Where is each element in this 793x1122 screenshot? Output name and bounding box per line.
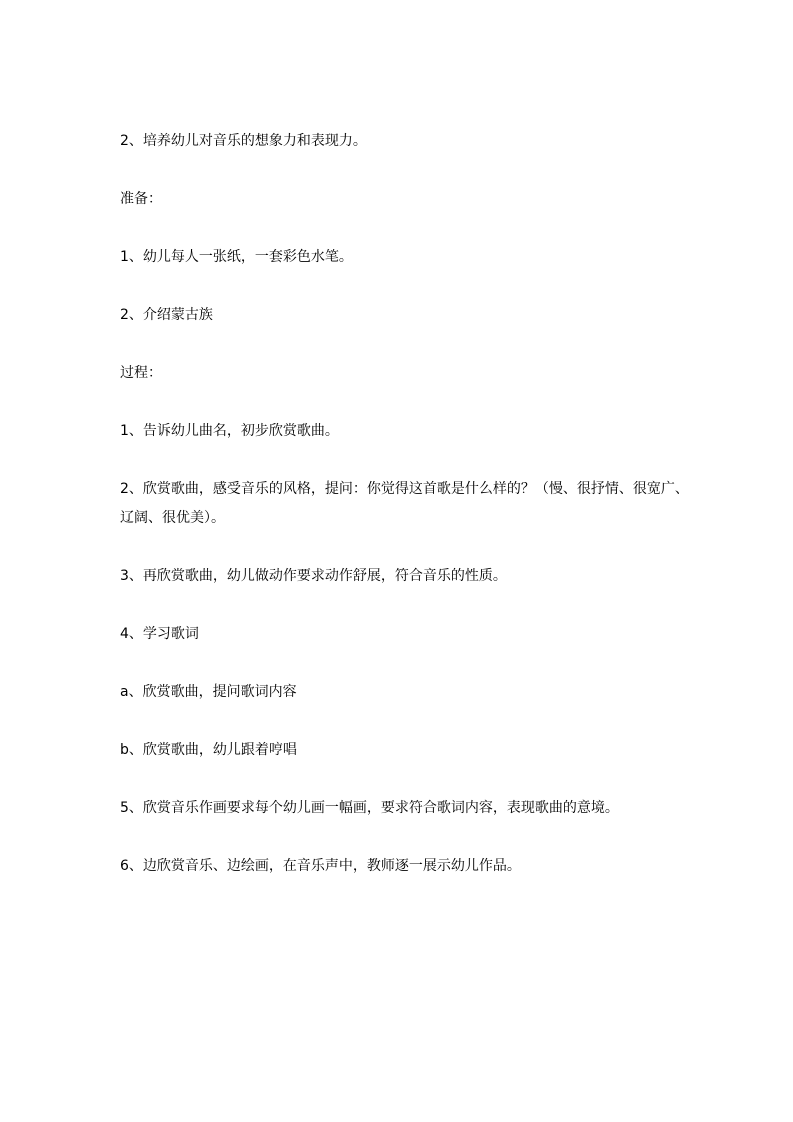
process-step-4a: a、欣赏歌曲，提问歌词内容 — [120, 684, 297, 700]
preparation-heading: 准备： — [120, 191, 162, 207]
process-step-3: 3、再欣赏歌曲，幼儿做动作要求动作舒展，符合音乐的性质。 — [120, 568, 507, 584]
process-step-4b: b、欣赏歌曲，幼儿跟着哼唱 — [120, 742, 297, 758]
goal-line-2: 2、培养幼儿对音乐的想象力和表现力。 — [120, 133, 367, 149]
process-step-4: 4、学习歌词 — [120, 626, 199, 642]
process-step-5: 5、欣赏音乐作画要求每个幼儿画一幅画，要求符合歌词内容，表现歌曲的意境。 — [120, 800, 619, 816]
preparation-item-1: 1、幼儿每人一张纸，一套彩色水笔。 — [120, 249, 353, 265]
process-heading: 过程： — [120, 365, 162, 381]
process-step-6: 6、边欣赏音乐、边绘画，在音乐声中，教师逐一展示幼儿作品。 — [120, 858, 521, 874]
process-step-2-continued: 辽阔、很优美）。 — [120, 510, 225, 526]
preparation-item-2: 2、介绍蒙古族 — [120, 307, 213, 323]
process-step-1: 1、告诉幼儿曲名，初步欣赏歌曲。 — [120, 423, 339, 439]
process-step-2: 2、欣赏歌曲，感受音乐的风格，提问：你觉得这首歌是什么样的？（慢、很抒情、很宽广、 — [120, 481, 689, 497]
